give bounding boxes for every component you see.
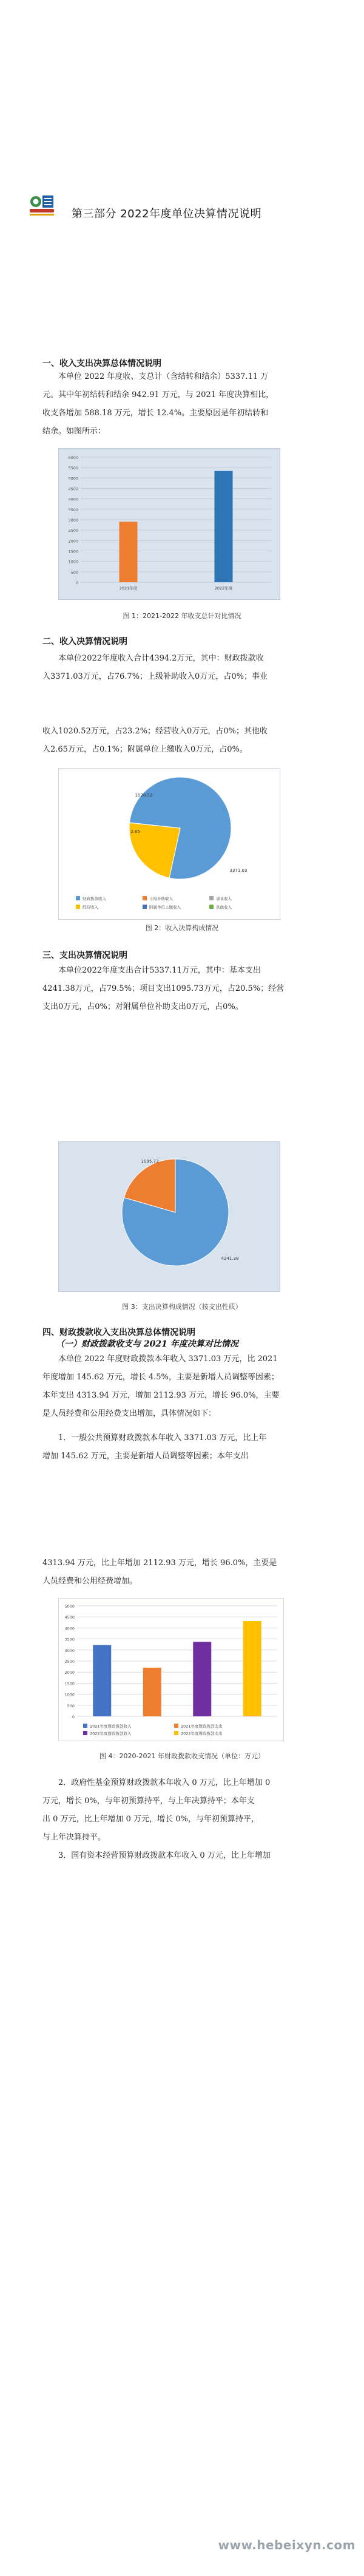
chart1-x-tick-label: 2021年度 bbox=[119, 586, 138, 591]
chart4-bar bbox=[93, 1645, 111, 1716]
chart4-bar bbox=[143, 1668, 161, 1716]
chart1-y-tick-label: 2500 bbox=[68, 528, 78, 534]
chart3-pie-chart bbox=[59, 1142, 281, 1293]
chart3-data-label: 4241.38 bbox=[221, 1256, 239, 1261]
section4-line: 人员经费和公用经费增加。 bbox=[42, 1577, 138, 1586]
chart2-pie-chart bbox=[59, 769, 281, 920]
section4-text bbox=[42, 1350, 330, 1423]
chart2-legend-label: 经营收入 bbox=[83, 905, 98, 910]
section4-line: 年度增加 145.62 万元，增长 4.5%，主要是新增人员调整等因素； bbox=[42, 1373, 279, 1382]
chart1-box bbox=[58, 448, 280, 600]
chart1-y-tick-label: 1500 bbox=[68, 549, 78, 554]
chart2-legend-swatch bbox=[76, 896, 80, 900]
section4-text-c bbox=[42, 1554, 330, 1591]
chart1-y-tick-label: 500 bbox=[70, 569, 78, 575]
chart2-caption: 图 2：收入决算构成情况 bbox=[145, 924, 219, 932]
chart4-y-tick-label: 1500 bbox=[64, 1681, 75, 1687]
chart2-data-label: 1020.52 bbox=[135, 793, 153, 798]
chart4-bar-chart bbox=[59, 1599, 285, 1742]
chart2-data-label: 3371.03 bbox=[229, 868, 248, 873]
chart2-legend-label: 上级补助收入 bbox=[149, 896, 173, 902]
part-title: 第三部分 2022年度单位决算情况说明 bbox=[72, 208, 262, 220]
chart4-y-tick-label: 3500 bbox=[64, 1637, 75, 1642]
section2-line: 本单位2022年度收入合计4394.2万元，其中：财政拨款收 bbox=[58, 654, 264, 663]
section4-line: 本年支出 4313.94 万元，增加 2112.93 万元，增长 96.0%，主要 bbox=[42, 1391, 280, 1400]
chart2-legend-label: 事业收入 bbox=[216, 896, 232, 902]
section3-text bbox=[42, 962, 330, 1016]
section2-text bbox=[42, 650, 330, 686]
section4-line: 出 0 万元，比上年增加 0 万元，增长 0%，与年初预算持平， bbox=[42, 1815, 259, 1824]
chart1-y-tick-label: 3000 bbox=[68, 518, 78, 523]
section4-line: 4313.94 万元，比上年增加 2112.93 万元，增长 96.0%，主要是 bbox=[42, 1558, 277, 1568]
section4-text-d bbox=[42, 1774, 330, 1865]
section4-line: 增加 145.62 万元，主要是新增人员调整等因素；本年支出 bbox=[42, 1452, 249, 1461]
chart4-legend-swatch bbox=[174, 1731, 178, 1735]
chart3-data-label: 1095.73 bbox=[141, 1159, 159, 1164]
section1-line: 收支各增加 588.18 万元，增长 12.4%。主要原因是年初结转和 bbox=[42, 409, 269, 418]
section2-line: 入3371.03万元，占76.7%；上级补助收入0万元，占0%；事业 bbox=[42, 672, 268, 681]
chart2-legend-label: 其他收入 bbox=[216, 905, 232, 910]
chart1-y-tick-label: 1000 bbox=[68, 559, 78, 565]
chart1-bar bbox=[215, 471, 233, 582]
watermark: www.hebeixyn.com bbox=[218, 2538, 356, 2552]
section2-text-b bbox=[42, 722, 330, 759]
chart4-y-tick-label: 1000 bbox=[64, 1692, 75, 1698]
chart4-y-tick-label: 5000 bbox=[64, 1604, 75, 1609]
chart1-y-tick-label: 6000 bbox=[68, 455, 78, 460]
chart4-legend-swatch bbox=[83, 1724, 87, 1728]
chart1-caption: 图 1：2021-2022 年收支总计对比情况 bbox=[123, 612, 241, 620]
chart1-y-tick-label: 4000 bbox=[68, 497, 78, 502]
chart2-data-label: 2.65 bbox=[130, 829, 140, 834]
section4-line: 2．政府性基金预算财政拨款本年收入 0 万元，比上年增加 0 bbox=[58, 1778, 271, 1787]
chart2-legend-swatch bbox=[143, 905, 147, 909]
section2-line: 收入1020.52万元，占23.2%；经营收入0万元，占0%；其他收 bbox=[42, 727, 268, 736]
chart2-legend-label: 附属单位上缴收入 bbox=[149, 905, 181, 910]
section4-line: 与上年决算持平。 bbox=[42, 1833, 106, 1842]
chart4-y-tick-label: 3000 bbox=[64, 1648, 75, 1653]
section4-line: 1．一般公共预算财政拨款本年收入 3371.03 万元，比上年 bbox=[58, 1433, 267, 1443]
chart3-box bbox=[58, 1141, 280, 1292]
chart1-y-tick-label: 5500 bbox=[68, 466, 78, 471]
chart4-y-tick-label: 0 bbox=[72, 1715, 75, 1719]
chart3-caption: 图 3：支出决算构成情况（按支出性质） bbox=[122, 1303, 242, 1311]
section1-line: 本单位 2022 年度收、支总计（含结转和结余）5337.11 万 bbox=[58, 372, 269, 381]
chart4-legend-swatch bbox=[83, 1731, 87, 1735]
chart1-y-tick-label: 0 bbox=[75, 580, 78, 585]
section4-line: 3．国有资本经营预算财政拨款本年收入 0 万元，比上年增加 bbox=[58, 1851, 271, 1860]
chart1-y-tick-label: 4500 bbox=[68, 486, 78, 492]
section4-subheading: （一）财政拨款收支与 2021 年度决算对比情况 bbox=[56, 1339, 238, 1349]
department-logo bbox=[28, 193, 58, 219]
section4-heading: 四、财政拨款收入支出决算总体情况说明 bbox=[42, 1328, 195, 1337]
chart2-legend-swatch bbox=[209, 905, 214, 909]
section3-heading: 三、支出决算情况说明 bbox=[42, 951, 127, 960]
section2-line: 入2.65万元，占0.1%；附属单位上缴收入0万元，占0%。 bbox=[42, 745, 248, 754]
section4-line: 万元，增长 0%，与年初预算持平，与上年决算持平；本年支 bbox=[42, 1796, 255, 1806]
section1-line: 结余。如图所示： bbox=[42, 427, 106, 436]
chart4-y-tick-label: 2500 bbox=[64, 1659, 75, 1664]
chart4-legend-swatch bbox=[174, 1724, 178, 1728]
chart4-legend-label: 2022年度财政拨款收入 bbox=[90, 1731, 132, 1736]
section1-line: 元。其中年初结转和结余 942.91 万元，与 2021 年度决算相比， bbox=[42, 390, 274, 399]
chart1-y-tick-label: 2000 bbox=[68, 539, 78, 544]
section4-line: 本单位 2022 年度财政拨款本年收入 3371.03 万元，比 2021 bbox=[58, 1354, 278, 1364]
chart2-legend-label: 财政拨款收入 bbox=[83, 896, 106, 902]
chart1-x-tick-label: 2022年度 bbox=[214, 586, 233, 591]
chart4-bar bbox=[193, 1642, 211, 1716]
chart2-legend-swatch bbox=[143, 896, 147, 900]
chart2-box bbox=[58, 768, 280, 920]
section3-line: 4241.38万元，占79.5%；项目支出1095.73万元，占20.5%；经营 bbox=[42, 984, 285, 993]
chart1-bar bbox=[120, 522, 138, 582]
section4-line: 是人员经费和公用经费支出增加，具体情况如下： bbox=[42, 1409, 217, 1418]
section4-text-b bbox=[42, 1429, 330, 1466]
section1-heading: 一、收入支出决算总体情况说明 bbox=[42, 359, 161, 369]
chart4-legend-label: 2021年度财政拨款收入 bbox=[90, 1724, 132, 1729]
chart4-bar bbox=[243, 1621, 261, 1716]
chart4-y-tick-label: 4000 bbox=[64, 1626, 75, 1631]
chart4-legend-label: 2022年度财政拨款支出 bbox=[181, 1731, 223, 1736]
chart2-legend-swatch bbox=[76, 905, 80, 909]
chart4-box bbox=[58, 1598, 284, 1741]
section2-heading: 二、收入决算情况说明 bbox=[42, 637, 127, 647]
section3-line: 本单位2022年度支出合计5337.11万元，其中：基本支出 bbox=[58, 966, 261, 975]
chart2-legend-swatch bbox=[209, 896, 214, 900]
chart4-caption: 图 4：2020-2021 年财政拨款收支情况（单位：万元） bbox=[99, 1752, 265, 1760]
section3-line: 支出0万元，占0%；对附属单位补助支出0万元，占0%。 bbox=[42, 1002, 243, 1011]
section1-text bbox=[42, 368, 330, 441]
chart4-legend-label: 2021年度财政拨款支出 bbox=[181, 1724, 223, 1729]
chart1-y-tick-label: 3500 bbox=[68, 507, 78, 512]
chart4-y-tick-label: 4500 bbox=[64, 1615, 75, 1620]
chart4-y-tick-label: 500 bbox=[67, 1703, 75, 1708]
chart4-y-tick-label: 2000 bbox=[64, 1670, 75, 1676]
chart1-bar-chart bbox=[59, 449, 281, 600]
chart1-y-tick-label: 5000 bbox=[68, 476, 78, 481]
